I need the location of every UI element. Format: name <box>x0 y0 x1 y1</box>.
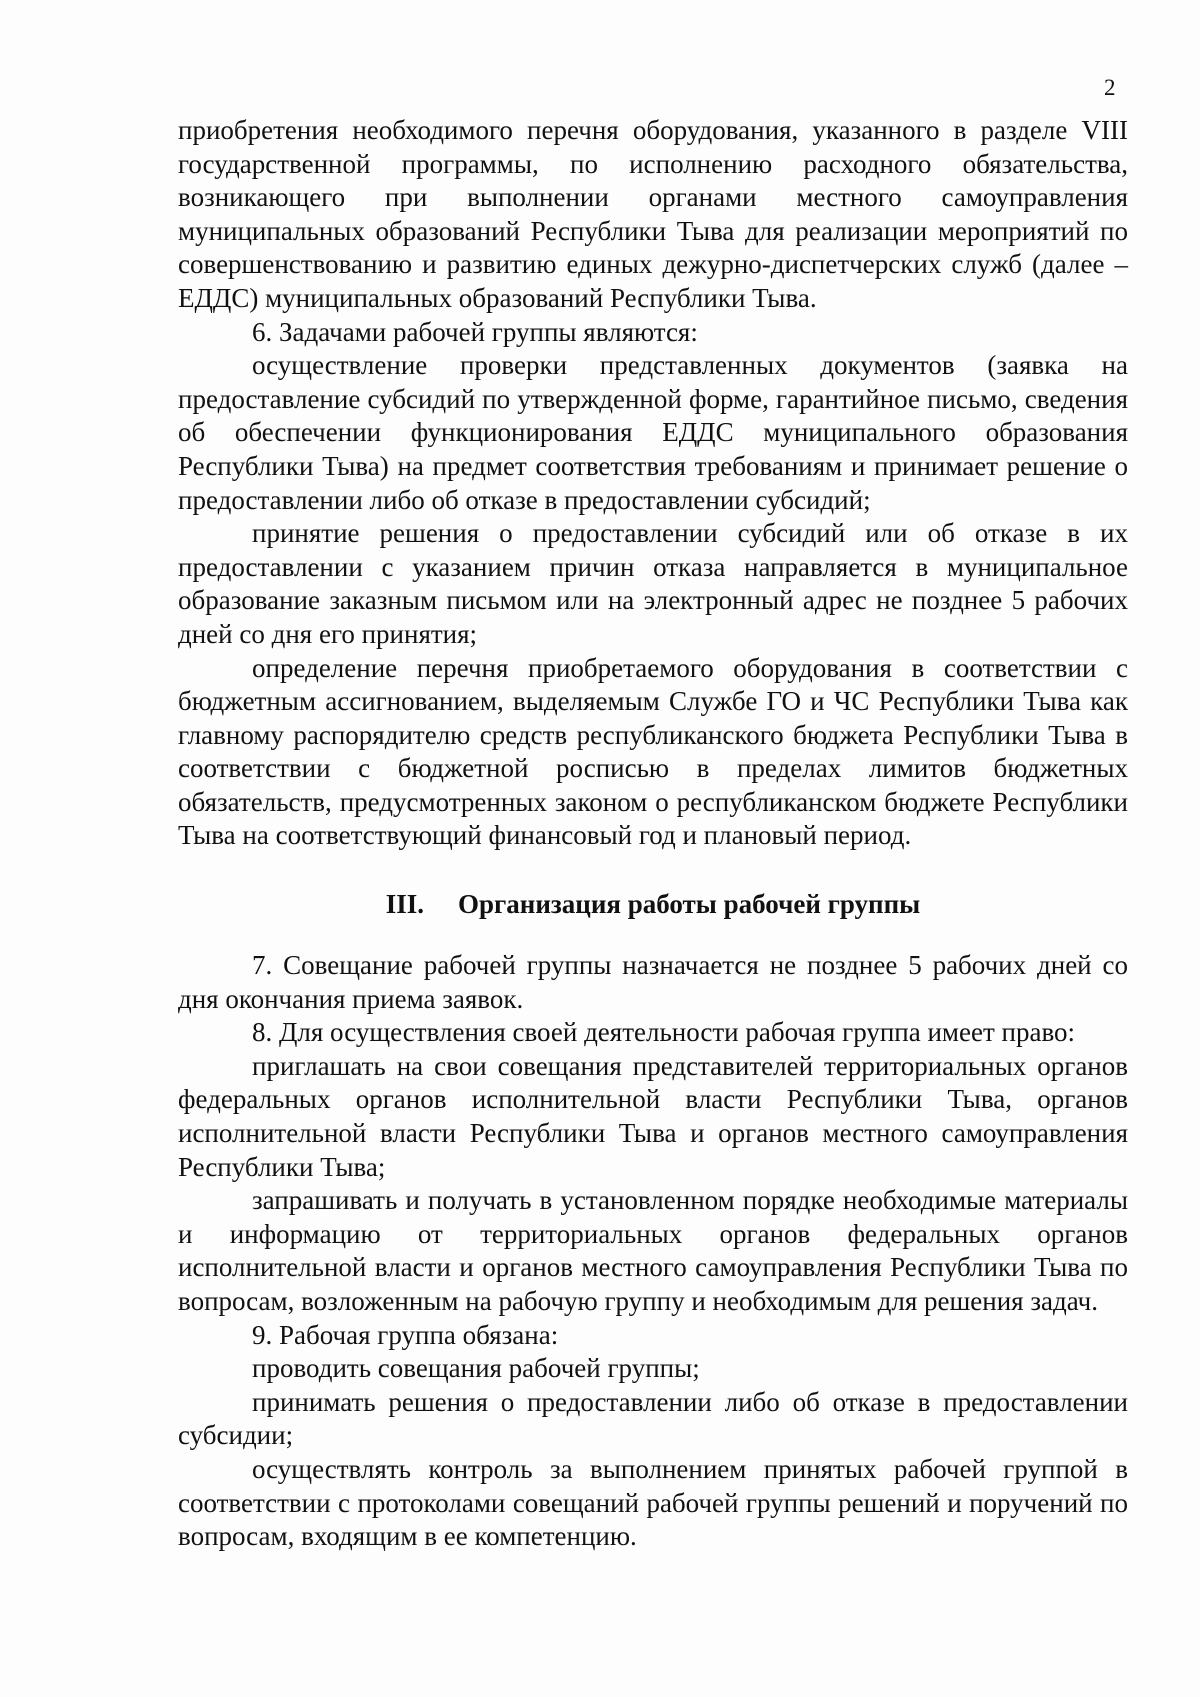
paragraph-right-invite: приглашать на свои совещания представителей территориальных органов федеральных органов исполнительной власти Республики Тыва, органов исполнительной власти Республики Тыва и органов местного самоуправления Республики Тыва; <box>178 1050 1128 1182</box>
section-title: Организация работы рабочей группы <box>458 889 921 920</box>
paragraph-task-decision: принятие решения о предоставлении субсидий или об отказе в их предоставлении с указанием причин отказа направляется в муниципальное образование заказным письмом или на электронный адрес не позднее 5 рабочих дней со дня его принятия; <box>178 518 1128 649</box>
paragraph-duty-decisions: принимать решения о предоставлении либо об отказе в предоставлении субсидии; <box>178 1386 1128 1451</box>
paragraph-task-check-documents: осуществление проверки представленных документов (заявка на предоставление субсидий по утвержденной форме, гарантийное письмо, сведения об обеспечении функционирования ЕДДС муниципального образования Республики Тыва) на предмет соответствия требованиям и принимает решение о предоставлении либо об отказе в предоставлении субсидий; <box>178 350 1128 515</box>
paragraph-item-7: 7. Совещание рабочей группы назначается не позднее 5 рабочих дней со дня окончания приема заявок. <box>178 950 1128 1014</box>
paragraph-item-9: 9. Рабочая группа обязана: <box>252 1319 559 1350</box>
paragraph-item-6: 6. Задачами рабочей группы являются: <box>252 316 698 347</box>
paragraph-right-request: запрашивать и получать в установленном порядке необходимые материалы и информацию от территориальных органов федеральных органов исполнительной власти и органов местного самоуправления Республики Тыва по вопросам, возложенным на рабочую группу и необходимым для решения задач. <box>178 1185 1128 1316</box>
paragraph-item-8: 8. Для осуществления своей деятельности рабочая группа имеет право: <box>252 1017 1076 1048</box>
paragraph-duty-control: осуществлять контроль за выполнением принятых рабочей группой в соответствии с протоколами совещаний рабочей группы решений и поручений по вопросам, входящим в ее компетенцию. <box>178 1453 1128 1552</box>
section-heading <box>178 887 1128 921</box>
document-body <box>178 114 1128 1554</box>
section-number: III. <box>385 889 425 920</box>
page-number: 2 <box>1104 75 1116 100</box>
paragraph-continuation: приобретения необходимого перечня оборудования, указанного в разделе VIII государственной программы, по исполнению расходного обязательства, возникающего при выполнении органами местного самоуправления муниципальных образований Республики Тыва для реализации мероприятий по совершенствованию и развитию единых дежурно-диспетчерских служб (далее – ЕДДС) муниципальных образований Республики Тыва. <box>178 115 1128 313</box>
paragraph-duty-meetings: проводить совещания рабочей группы; <box>252 1353 700 1384</box>
paragraph-task-equipment-list: определение перечня приобретаемого оборудования в соответствии с бюджетным ассигнованием, выделяемым Службе ГО и ЧС Республики Тыва как главному распорядителю средств республиканского бюджета Республики Тыва в соответствии с бюджетной росписью в пределах лимитов бюджетных обязательств, предусмотренных законом о республиканском бюджете Республики Тыва на соответствующий финансовый год и плановый период. <box>178 652 1128 851</box>
